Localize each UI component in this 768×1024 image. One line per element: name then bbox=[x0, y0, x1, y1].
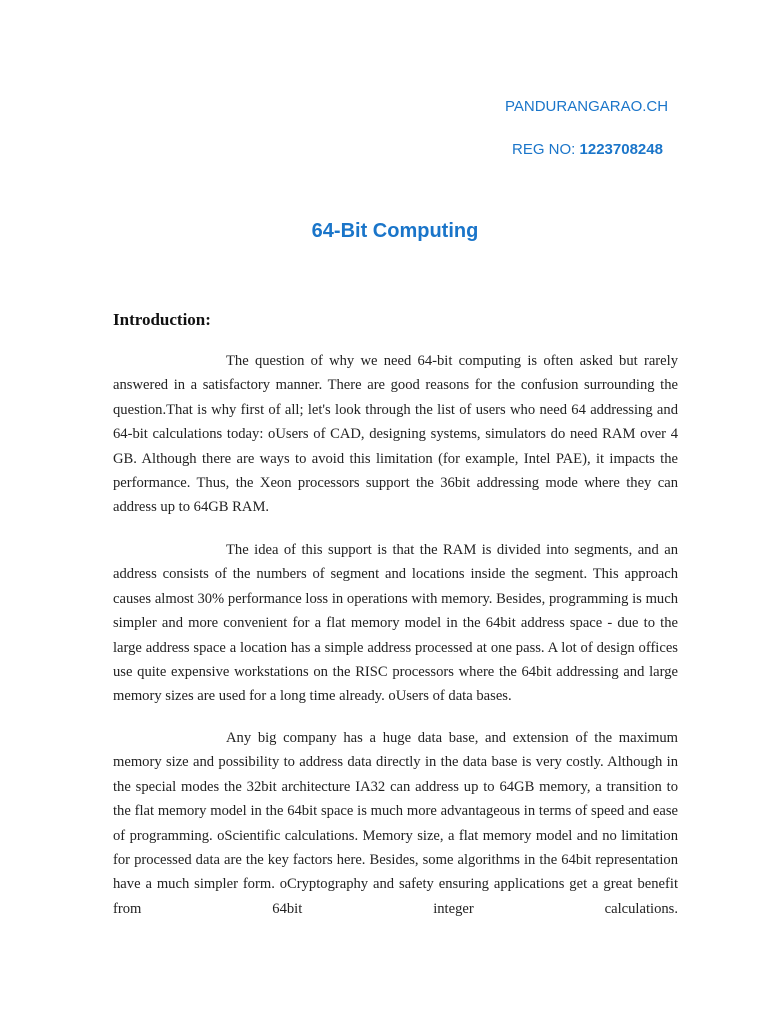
paragraph-3 bbox=[113, 726, 678, 921]
paragraph-1-text: The question of why we need 64-bit computing is often asked but rarely answered in a satisfactory manner. There are good reasons for the confusion surrounding the question.That is why first of all; let's look through the list of users who need 64 addressing and 64-bit calculations today: oUsers of CAD, designing systems, simulators do need RAM over 4 GB. Although there are ways to avoid this limitation (for example, Intel PAE), it impacts the performance. Thus, the Xeon processors support the 36bit addressing mode where they can address up to 64GB RAM. bbox=[113, 353, 678, 516]
paragraph-1 bbox=[113, 349, 678, 520]
reg-number: 1223708248 bbox=[579, 141, 663, 158]
paragraph-2-text: The idea of this support is that the RAM is divided into segments, and an address consists of the numbers of segment and locations inside the segment. This approach causes almost 30% performance loss in operations with memory. Besides, programming is much simpler and more convenient for a flat memory model in the 64bit address space - due to the large address space a location has a simple address processed at one pass. A lot of design offices use quite expensive workstations on the RISC processors where the 64bit addressing and large memory sizes are used for a long time already. oUsers of data bases. bbox=[113, 542, 678, 705]
section-heading: Introduction: bbox=[113, 310, 211, 329]
author-name: PANDURANGARAO.CH bbox=[505, 98, 669, 115]
paragraph-2 bbox=[113, 538, 678, 709]
registration-line bbox=[512, 141, 663, 158]
paragraph-3-text: Any big company has a huge data base, and extension of the maximum memory size and possibility to address data directly in the data base is very costly. Although in the special modes the 32bit architecture IA32 can address up to 64GB memory, a transition to the flat memory model in the 64bit space is much more advantageous in terms of speed and ease of programming. oScientific calculations. Memory size, a flat memory model and no limitation for processed data are the key factors here. Besides, some algorithms in the 64bit representation have a much simpler form. oCryptography and safety ensuring applications get a great benefit from 64bit integer calculations. bbox=[113, 730, 678, 917]
document-title: 64-Bit Computing bbox=[311, 220, 479, 242]
reg-label: REG NO: bbox=[512, 141, 580, 158]
